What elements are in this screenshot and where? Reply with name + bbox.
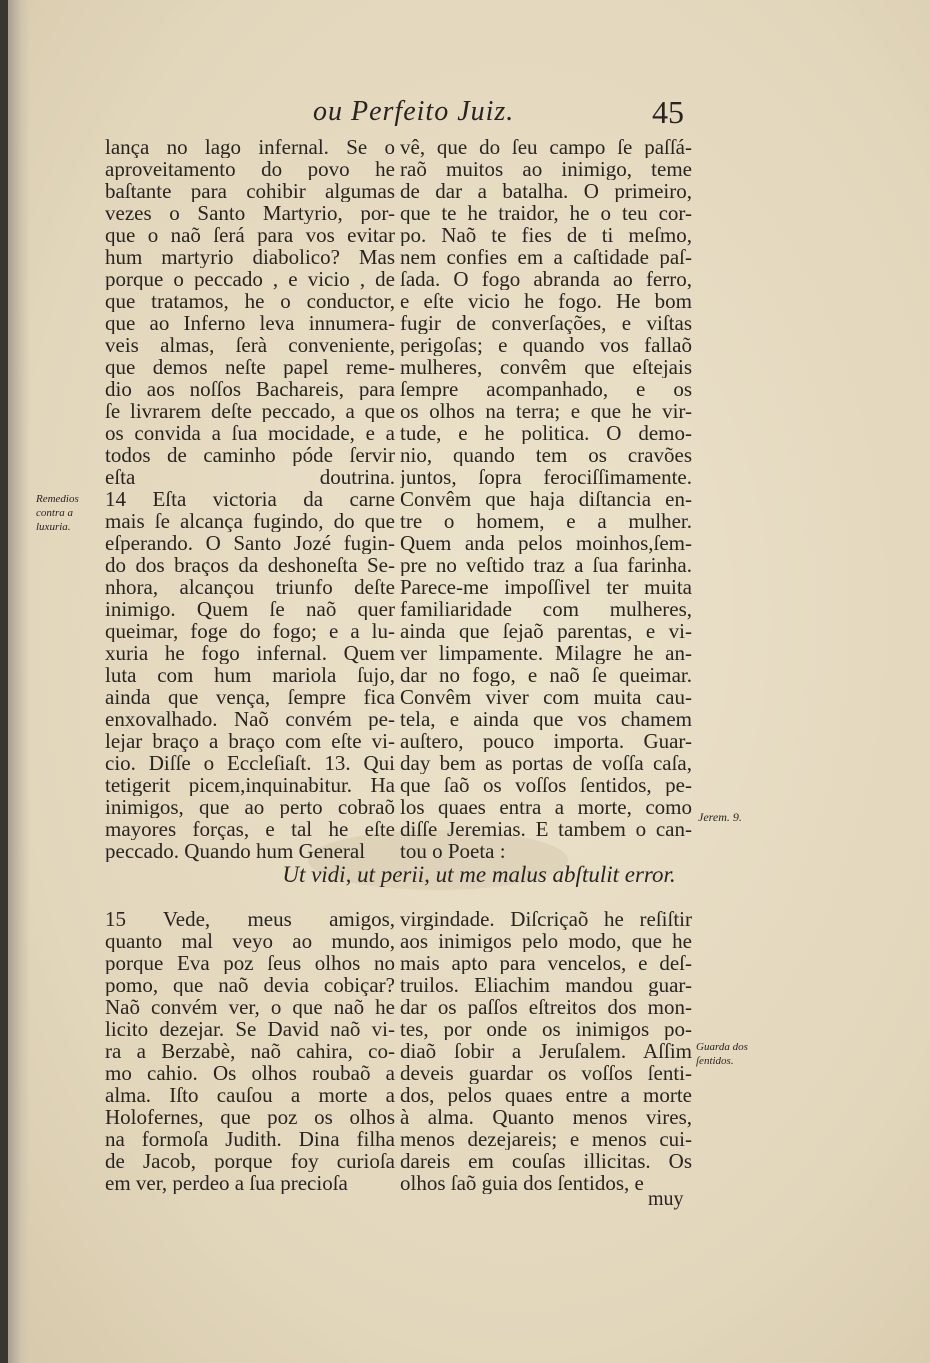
text-line: mayores forças, e tal he eſte	[105, 818, 395, 840]
page-binding-shadow	[8, 0, 30, 1363]
text-line: pomo, que naõ devia cobiçar?	[105, 974, 395, 996]
text-line: eſperando. O Santo Jozé fugin-	[105, 532, 395, 554]
text-line: po. Naõ te fies de ti meſmo,	[400, 224, 692, 246]
text-line: Quem anda pelos moinhos,ſem-	[400, 532, 692, 554]
text-line: dar os paſſos eſtreitos dos mon-	[400, 996, 692, 1018]
text-line: dos, pelos quaes entre a morte	[400, 1084, 692, 1106]
text-line: dio aos noſſos Bachareis, para	[105, 378, 395, 400]
text-line: tela, e ainda que vos chamem	[400, 708, 692, 730]
text-line: Parece-me impoſſivel ter muita	[400, 576, 692, 598]
text-line: aos inimigos pelo modo, que he	[400, 930, 692, 952]
left-column-bottom	[105, 908, 395, 1194]
text-line: tou o Poeta :	[400, 840, 506, 862]
text-line: peccado. Quando hum General	[105, 840, 366, 862]
text-line: alma. Iſto cauſou a morte a	[105, 1084, 395, 1106]
text-line: mais ſe alcança fugindo, do que	[105, 510, 395, 532]
text-line: que o naõ ſerá para vos evitar	[105, 224, 395, 246]
text-line: ſempre acompanhado, e os	[400, 378, 692, 400]
text-line: vê, que do ſeu campo ſe paſſá-	[400, 136, 692, 158]
text-line: lejar braço a braço com eſte vi-	[105, 730, 395, 752]
text-line: em ver, perdeo a ſua precioſa	[105, 1172, 348, 1194]
text-line: nio, quando tem os cravões	[400, 444, 692, 466]
text-line: ra a Berzabè, naõ cahira, co-	[105, 1040, 395, 1062]
text-line: que te he traidor, he o teu cor-	[400, 202, 692, 224]
text-line: los quaes entra a morte, como	[400, 796, 692, 818]
text-line: olhos ſaõ guia dos ſentidos, e	[400, 1172, 644, 1194]
text-line: raõ muitos ao inimigo, teme	[400, 158, 692, 180]
text-line: aproveitamento do povo he	[105, 158, 395, 180]
page-number: 45	[652, 94, 684, 130]
text-line: hum martyrio diabolico? Mas	[105, 246, 395, 268]
text-line: que tratamos, he o conductor,	[105, 290, 395, 312]
text-line: ſada. O fogo abranda ao ferro,	[400, 268, 692, 290]
left-column-top	[105, 136, 395, 862]
text-line: de dar a batalha. O primeiro,	[400, 180, 692, 202]
text-line: à alma. Quanto menos vires,	[400, 1106, 692, 1128]
text-line: pre no veſtido traz a ſua farinha.	[400, 554, 692, 576]
text-line: eſta doutrina.	[105, 466, 395, 488]
text-line: tude, e he politica. O demo-	[400, 422, 692, 444]
right-column-top	[400, 136, 692, 862]
text-line: queimar, foge do fogo; e a lu-	[105, 620, 395, 642]
text-line: inimigo. Quem ſe naõ quer	[105, 598, 395, 620]
text-line: familiaridade com mulheres,	[400, 598, 692, 620]
text-line: Naõ convém ver, o que naõ he	[105, 996, 395, 1018]
margin-note-guarda: Guarda dos ſentidos.	[696, 1041, 748, 1067]
text-line: todos de caminho póde ſervir	[105, 444, 395, 466]
text-line: enxovalhado. Naõ convém pe-	[105, 708, 395, 730]
text-line: os convida a ſua mocidade, e a	[105, 422, 395, 444]
margin-note-jeremias: Jerem. 9.	[698, 810, 742, 824]
text-line: tetigerit picem,inquinabitur. Ha	[105, 774, 395, 796]
text-line: diaõ ſobir a Jeruſalem. Aſſim	[400, 1040, 692, 1062]
text-line: deveis guardar os voſſos ſenti-	[400, 1062, 692, 1084]
text-line: do dos braços da deshoneſta Se-	[105, 554, 395, 576]
text-line: de Jacob, porque foy curioſa	[105, 1150, 395, 1172]
latin-verse-text: Ut vidi, ut perii, ut me malus abſtulit error.	[282, 862, 676, 887]
text-line: cio. Diſſe o Eccleſiaſt. 13. Qui	[105, 752, 395, 774]
text-line: mulheres, convêm que eſtejais	[400, 356, 692, 378]
text-line: menos dezejareis; e menos cui-	[400, 1128, 692, 1150]
text-line: tes, por onde os inimigos po-	[400, 1018, 692, 1040]
text-line: perigoſas; e quando vos fallaõ	[400, 334, 692, 356]
running-title: ou Perfeito Juiz.	[313, 96, 515, 127]
text-line: vezes o Santo Martyrio, por-	[105, 202, 395, 224]
text-line: auſtero, pouco importa. Guar-	[400, 730, 692, 752]
text-line: lança no lago infernal. Se o	[105, 136, 395, 158]
text-line: veis almas, ſerà conveniente,	[105, 334, 395, 356]
text-line: dareis em couſas illicitas. Os	[400, 1150, 692, 1172]
text-line: ainda que vença, ſempre fica	[105, 686, 395, 708]
text-line: que ao Inferno leva innumera-	[105, 312, 395, 334]
text-line: dar no fogo, e naõ ſe queimar.	[400, 664, 692, 686]
text-line: 14 Eſta victoria da carne	[105, 488, 395, 510]
book-page	[8, 0, 930, 1363]
text-line: tre o homem, e a mulher.	[400, 510, 692, 532]
catchword: muy	[648, 1188, 684, 1210]
text-line: na formoſa Judith. Dina filha	[105, 1128, 395, 1150]
margin-note-remedios: Remedios contra a luxuria.	[36, 493, 79, 533]
text-line: truilos. Eliachim mandou guar-	[400, 974, 692, 996]
text-line: nem confies em a caſtidade paſ-	[400, 246, 692, 268]
text-line: nhora, alcançou triunfo deſte	[105, 576, 395, 598]
text-line: que ſaõ os voſſos ſentidos, pe-	[400, 774, 692, 796]
text-line: os olhos na terra; e que he vir-	[400, 400, 692, 422]
text-line: luta com hum mariola ſujo,	[105, 664, 395, 686]
right-column-bottom	[400, 908, 692, 1194]
text-line: baſtante para cohibir algumas	[105, 180, 395, 202]
text-line: inimigos, que ao perto cobraõ	[105, 796, 395, 818]
text-line: virgindade. Diſcriçaõ he reſiſtir	[400, 908, 692, 930]
text-line: mo cahio. Os olhos roubaõ a	[105, 1062, 395, 1084]
text-line: xuria he fogo infernal. Quem	[105, 642, 395, 664]
text-line: e eſte vicio he fogo. He bom	[400, 290, 692, 312]
text-line: mais apto para vencelos, e deſ-	[400, 952, 692, 974]
text-line: ſe livrarem deſte peccado, a que	[105, 400, 395, 422]
latin-verse	[8, 862, 930, 888]
text-line: Holofernes, que poz os olhos	[105, 1106, 395, 1128]
text-line: licito dezejar. Se David naõ vi-	[105, 1018, 395, 1040]
text-line: juntos, ſopra ferociſſimamente.	[400, 466, 692, 488]
text-line: ver limpamente. Milagre he an-	[400, 642, 692, 664]
text-line: fugir de converſações, e viſtas	[400, 312, 692, 334]
text-line: Convêm que haja diſtancia en-	[400, 488, 692, 510]
text-line: quanto mal veyo ao mundo,	[105, 930, 395, 952]
text-line: Convêm viver com muita cau-	[400, 686, 692, 708]
text-line: diſſe Jeremias. E tambem o can-	[400, 818, 692, 840]
text-line: porque Eva poz ſeus olhos no	[105, 952, 395, 974]
text-line: ainda que ſejaõ parentas, e vi-	[400, 620, 692, 642]
text-line: porque o peccado , e vicio , de	[105, 268, 395, 290]
text-line: day bem as portas de voſſa caſa,	[400, 752, 692, 774]
text-line: que demos neſte papel reme-	[105, 356, 395, 378]
text-line: 15 Vede, meus amigos,	[105, 908, 395, 930]
page-header	[8, 92, 930, 142]
